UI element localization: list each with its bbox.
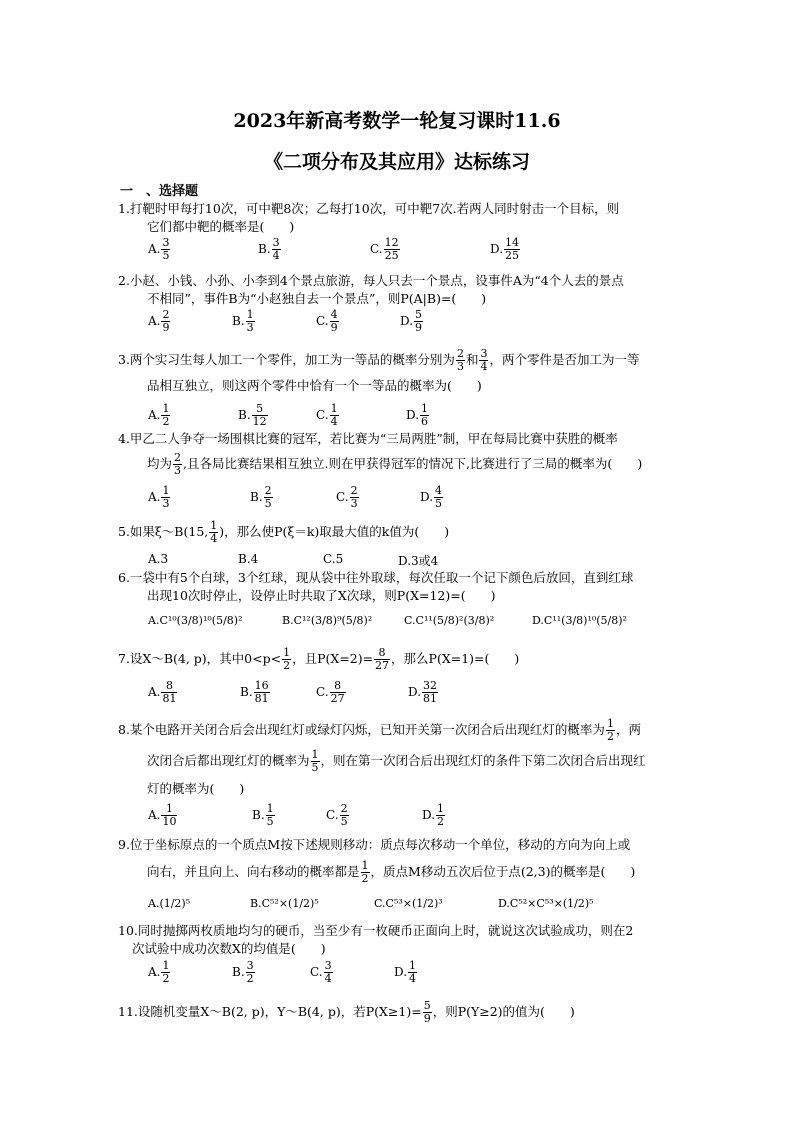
option-a: A. $\frac{1}{3}$ xyxy=(148,484,170,510)
option-c: C.C¹¹(5/8)²(3/8)² xyxy=(404,614,495,627)
option-b: B. $\frac{3}{4}$ xyxy=(258,236,280,262)
option-b: B. $\frac{1}{3}$ xyxy=(232,308,254,334)
option-c: C. $\frac{12}{25}$ xyxy=(370,236,399,262)
option-a: A. $\frac{2}{9}$ xyxy=(148,308,170,334)
document-title: 2023年新高考数学一轮复习课时11.6 xyxy=(233,110,561,132)
question-8: 8.某个电路开关闭合后会出现红灯或绿灯闪烁，已知开关第一次闭合后出现红灯的概率为 $\frac{1}{2}$ ，两 次闭合后都出现红灯的概率为 $\frac{1}{5}$ ，则在第一次闭合后出现红灯的条件下第二次闭合后出现红 灯的概率为( ) xyxy=(118,717,646,796)
question-11: 11.设随机变量X～B(2, p)，Y～B(4, p)，若P(X≥1)= $\frac{5}{9}$ ，则P(Y≥2)的值为( ) xyxy=(118,999,575,1025)
option-a: A.3 xyxy=(148,552,169,566)
option-b: B. $\frac{1}{5}$ xyxy=(252,802,274,828)
document-subtitle: 《二项分布及其应用》达标练习 xyxy=(263,151,530,173)
question-1-line-1: 1.打靶时甲每打10次，可中靶8次；乙每打10次，可中靶7次.若两人同时射击一个目标，则 xyxy=(118,201,620,216)
option-c: C.C⁵³×(1/2)³ xyxy=(374,897,443,910)
question-9: 9.位于坐标原点的一个质点M按下述规则移动：质点每次移动一个单位，移动的方向为向上或 向右，并且向上、向右移动的概率都是 $\frac{1}{2}$ ，质点M移动五次后位于点(2,3)的概率是( ) xyxy=(118,837,636,885)
section-heading: 一 、选择题 xyxy=(120,184,199,199)
option-c: C. $\frac{8}{27}$ xyxy=(316,679,345,705)
option-b: B.4 xyxy=(238,552,259,566)
option-c: C. $\frac{3}{4}$ xyxy=(310,959,332,985)
question-5: 5.如果ξ～B(15, $\frac{1}{4}$ )，那么使P(ξ＝k)取最大值的k值为( ) xyxy=(118,519,450,545)
question-1-line-2: 它们都中靶的概率是( ) xyxy=(147,219,295,234)
option-d: D. $\frac{1}{4}$ xyxy=(394,959,417,985)
question-1 xyxy=(118,200,619,236)
question-2: 2.小赵、小钱、小孙、小李到4个景点旅游，每人只去一个景点，设事件A为“4个人去的景点 不相同”，事件B为“小赵独自去一个景点”，则P(A|B)=( ) xyxy=(118,273,624,306)
option-d: D. $\frac{1}{6}$ xyxy=(406,402,429,428)
question-4: 4.甲乙二人争夺一场围棋比赛的冠军，若比赛为“三局两胜”制，甲在每局比赛中获胜的概率 均为 $\frac{2}{3}$ ,且各局比赛结果相互独立.则在甲获得冠军的情况下,比赛进行了三局的概率为( ) xyxy=(118,431,643,477)
option-d: D.C⁵²×C⁵³×(1/2)⁵ xyxy=(498,897,594,910)
option-c: C. $\frac{2}{5}$ xyxy=(326,802,348,828)
question-3: 3.两个实习生每人加工一个零件，加工为一等品的概率分别为 $\frac{2}{3}$ 和 $\frac{3}{4}$ ，两个零件是否加工为一等 品相互独立，则这两个零件中恰有一个一等品的概率为( ) xyxy=(118,347,640,393)
option-a: A. $\frac{3}{5}$ xyxy=(148,236,170,262)
option-d: D.C¹¹(3/8)¹⁰(5/8)² xyxy=(532,614,627,627)
option-d: D. $\frac{14}{25}$ xyxy=(490,236,520,262)
option-b: B.C¹²(3/8)⁹(5/8)² xyxy=(282,614,373,627)
option-c: C. $\frac{1}{4}$ xyxy=(316,402,338,428)
option-c: C. $\frac{2}{3}$ xyxy=(336,484,358,510)
option-d: D. $\frac{1}{2}$ xyxy=(422,802,445,828)
option-b: B. $\frac{2}{5}$ xyxy=(250,484,272,510)
option-a: A. $\frac{8}{81}$ xyxy=(148,679,177,705)
option-b: B. $\frac{16}{81}$ xyxy=(240,679,269,705)
option-b: B. $\frac{3}{2}$ xyxy=(232,959,254,985)
question-7: 7.设X～B(4, p)，其中0<p< $\frac{1}{2}$ ，且P(X=2)= $\frac{8}{27}$ ，那么P(X=1)=( ) xyxy=(118,646,520,672)
option-b: B.C⁵²×(1/2)⁵ xyxy=(250,897,319,910)
option-c: C.5 xyxy=(323,552,344,566)
option-a: A. $\frac{1}{2}$ xyxy=(148,959,170,985)
option-d: D. $\frac{32}{81}$ xyxy=(408,679,438,705)
option-d: D.3或4 xyxy=(398,554,439,568)
option-c: C. $\frac{4}{9}$ xyxy=(316,308,338,334)
option-a: A.C¹⁰(3/8)¹⁰(5/8)² xyxy=(148,614,243,627)
option-a: A. $\frac{1}{2}$ xyxy=(148,402,170,428)
option-b: B. $\frac{5}{12}$ xyxy=(238,402,267,428)
option-a: A. $\frac{1}{10}$ xyxy=(148,802,177,828)
option-a: A.(1/2)⁵ xyxy=(148,897,191,910)
option-d: D. $\frac{5}{9}$ xyxy=(400,308,423,334)
question-6: 6.一袋中有5个白球，3个红球，现从袋中往外取球，每次任取一个记下颜色后放回，直到红球 出现10次时停止，设停止时共取了X次球，则P(X=12)=( ) xyxy=(118,570,634,603)
option-d: D. $\frac{4}{5}$ xyxy=(420,484,443,510)
question-10: 10.同时抛掷两枚质地均匀的硬币，当至少有一枚硬币正面向上时，就说这次试验成功，则在2 次试验中成功次数X的均值是( ) xyxy=(118,923,634,956)
